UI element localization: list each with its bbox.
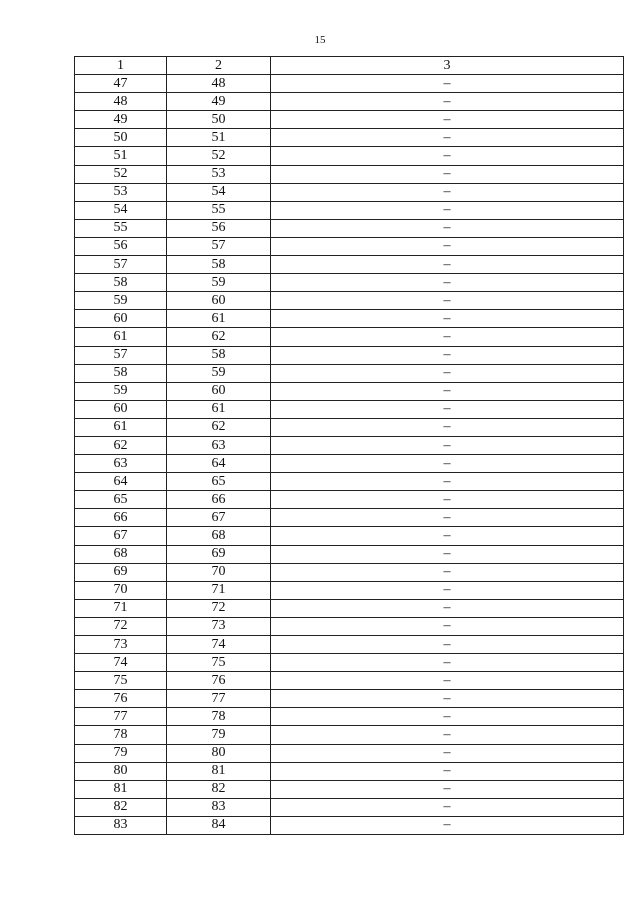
- table-row: [75, 636, 624, 654]
- table-cell-col-1: 82: [75, 798, 167, 816]
- table-cell-col-1: 66: [75, 509, 167, 527]
- table-cell-col-1: 83: [75, 816, 167, 834]
- column-header-2: 2: [167, 57, 271, 75]
- table-cell-col-3: –: [271, 147, 624, 165]
- table-cell-col-1: 80: [75, 762, 167, 780]
- table-cell-col-1: 63: [75, 455, 167, 473]
- table-cell-col-1: 47: [75, 75, 167, 93]
- table-row: [75, 436, 624, 454]
- table-cell-col-2: 65: [167, 473, 271, 491]
- table-row: [75, 455, 624, 473]
- table-cell-col-3: –: [271, 256, 624, 274]
- table-cell-col-1: 67: [75, 527, 167, 545]
- table-cell-col-2: 81: [167, 762, 271, 780]
- table-cell-col-2: 62: [167, 418, 271, 436]
- table-row: [75, 183, 624, 201]
- table-cell-col-2: 57: [167, 237, 271, 255]
- table-row: [75, 111, 624, 129]
- table-cell-col-1: 61: [75, 418, 167, 436]
- table-row: [75, 527, 624, 545]
- table-row: [75, 473, 624, 491]
- table-cell-col-1: 57: [75, 256, 167, 274]
- table-row: [75, 617, 624, 635]
- table-row: [75, 690, 624, 708]
- table-cell-col-1: 50: [75, 129, 167, 147]
- table-cell-col-2: 63: [167, 436, 271, 454]
- table-cell-col-2: 82: [167, 780, 271, 798]
- table-cell-col-1: 58: [75, 364, 167, 382]
- table-cell-col-2: 60: [167, 382, 271, 400]
- table-cell-col-3: –: [271, 690, 624, 708]
- table-cell-col-2: 72: [167, 599, 271, 617]
- table-row: [75, 292, 624, 310]
- table-cell-col-1: 61: [75, 328, 167, 346]
- table-cell-col-1: 76: [75, 690, 167, 708]
- table-cell-col-3: –: [271, 201, 624, 219]
- table-cell-col-3: –: [271, 183, 624, 201]
- table-cell-col-2: 58: [167, 346, 271, 364]
- table-cell-col-1: 74: [75, 654, 167, 672]
- table-row: [75, 256, 624, 274]
- table-cell-col-3: –: [271, 237, 624, 255]
- table-row: [75, 726, 624, 744]
- column-header-3: 3: [271, 57, 624, 75]
- table-cell-col-2: 48: [167, 75, 271, 93]
- table-cell-col-2: 76: [167, 672, 271, 690]
- table-cell-col-2: 54: [167, 183, 271, 201]
- table-cell-col-2: 51: [167, 129, 271, 147]
- table-cell-col-2: 68: [167, 527, 271, 545]
- table-cell-col-3: –: [271, 111, 624, 129]
- table-cell-col-3: –: [271, 129, 624, 147]
- table-cell-col-3: –: [271, 563, 624, 581]
- table-cell-col-3: –: [271, 274, 624, 292]
- table-cell-col-1: 81: [75, 780, 167, 798]
- table-cell-col-2: 56: [167, 219, 271, 237]
- table-cell-col-3: –: [271, 780, 624, 798]
- table-cell-col-3: –: [271, 654, 624, 672]
- table-cell-col-3: –: [271, 509, 624, 527]
- table-cell-col-1: 58: [75, 274, 167, 292]
- table-cell-col-1: 69: [75, 563, 167, 581]
- table-row: [75, 672, 624, 690]
- table-cell-col-2: 50: [167, 111, 271, 129]
- table-cell-col-1: 77: [75, 708, 167, 726]
- table-cell-col-1: 53: [75, 183, 167, 201]
- table-cell-col-1: 51: [75, 147, 167, 165]
- table-row: [75, 201, 624, 219]
- table-row: [75, 93, 624, 111]
- table-row: [75, 219, 624, 237]
- table-cell-col-2: 77: [167, 690, 271, 708]
- table-cell-col-1: 65: [75, 491, 167, 509]
- table-cell-col-3: –: [271, 93, 624, 111]
- table-cell-col-3: –: [271, 545, 624, 563]
- table-cell-col-1: 48: [75, 93, 167, 111]
- table-cell-col-2: 74: [167, 636, 271, 654]
- table-cell-col-2: 78: [167, 708, 271, 726]
- table-cell-col-2: 79: [167, 726, 271, 744]
- table-cell-col-1: 75: [75, 672, 167, 690]
- table-cell-col-1: 55: [75, 219, 167, 237]
- table-row: [75, 708, 624, 726]
- table-body: [75, 75, 624, 835]
- table-cell-col-3: –: [271, 292, 624, 310]
- table-cell-col-3: –: [271, 400, 624, 418]
- table-cell-col-1: 60: [75, 400, 167, 418]
- table-cell-col-2: 73: [167, 617, 271, 635]
- table-cell-col-1: 52: [75, 165, 167, 183]
- table-cell-col-1: 78: [75, 726, 167, 744]
- table-cell-col-1: 60: [75, 310, 167, 328]
- table-cell-col-3: –: [271, 798, 624, 816]
- table-cell-col-1: 73: [75, 636, 167, 654]
- table-row: [75, 237, 624, 255]
- table-cell-col-1: 49: [75, 111, 167, 129]
- table-row: [75, 346, 624, 364]
- table-cell-col-3: –: [271, 346, 624, 364]
- table-row: [75, 382, 624, 400]
- table-row: [75, 147, 624, 165]
- table-cell-col-3: –: [271, 708, 624, 726]
- table-row: [75, 563, 624, 581]
- table-cell-col-3: –: [271, 581, 624, 599]
- table-row: [75, 816, 624, 834]
- table-cell-col-1: 68: [75, 545, 167, 563]
- table-cell-col-3: –: [271, 165, 624, 183]
- column-header-1: 1: [75, 57, 167, 75]
- table-cell-col-2: 61: [167, 400, 271, 418]
- table-cell-col-3: –: [271, 310, 624, 328]
- table-cell-col-3: –: [271, 364, 624, 382]
- table-cell-col-2: 49: [167, 93, 271, 111]
- table-cell-col-2: 80: [167, 744, 271, 762]
- table-cell-col-3: –: [271, 636, 624, 654]
- table-cell-col-1: 79: [75, 744, 167, 762]
- table-cell-col-2: 60: [167, 292, 271, 310]
- table-cell-col-3: –: [271, 219, 624, 237]
- table-cell-col-2: 59: [167, 364, 271, 382]
- table-cell-col-3: –: [271, 672, 624, 690]
- table-cell-col-1: 59: [75, 292, 167, 310]
- data-table: [74, 56, 624, 835]
- table-cell-col-3: –: [271, 762, 624, 780]
- table-cell-col-2: 59: [167, 274, 271, 292]
- table-cell-col-1: 57: [75, 346, 167, 364]
- table-row: [75, 129, 624, 147]
- table-cell-col-3: –: [271, 455, 624, 473]
- table-row: [75, 780, 624, 798]
- table-cell-col-3: –: [271, 473, 624, 491]
- table-row: [75, 545, 624, 563]
- table-cell-col-2: 67: [167, 509, 271, 527]
- table-cell-col-3: –: [271, 726, 624, 744]
- table-cell-col-1: 54: [75, 201, 167, 219]
- table-cell-col-1: 56: [75, 237, 167, 255]
- page-number: 15: [314, 34, 326, 46]
- table-row: [75, 491, 624, 509]
- table-cell-col-1: 71: [75, 599, 167, 617]
- table-cell-col-3: –: [271, 744, 624, 762]
- table-row: [75, 418, 624, 436]
- table-cell-col-2: 55: [167, 201, 271, 219]
- table-cell-col-3: –: [271, 382, 624, 400]
- table-cell-col-3: –: [271, 418, 624, 436]
- table-cell-col-2: 53: [167, 165, 271, 183]
- table-row: [75, 328, 624, 346]
- table-cell-col-2: 64: [167, 455, 271, 473]
- table-cell-col-3: –: [271, 491, 624, 509]
- table-cell-col-2: 69: [167, 545, 271, 563]
- table-row: [75, 798, 624, 816]
- table-row: [75, 509, 624, 527]
- table-row: [75, 310, 624, 328]
- table-cell-col-2: 52: [167, 147, 271, 165]
- table-row: [75, 75, 624, 93]
- table-row: [75, 762, 624, 780]
- table-cell-col-2: 66: [167, 491, 271, 509]
- table-cell-col-2: 83: [167, 798, 271, 816]
- table-cell-col-2: 75: [167, 654, 271, 672]
- table-cell-col-1: 59: [75, 382, 167, 400]
- table-cell-col-3: –: [271, 75, 624, 93]
- table-row: [75, 581, 624, 599]
- table-row: [75, 400, 624, 418]
- table-cell-col-2: 61: [167, 310, 271, 328]
- table-row: [75, 654, 624, 672]
- table-row: [75, 364, 624, 382]
- table-cell-col-1: 62: [75, 436, 167, 454]
- table-cell-col-1: 64: [75, 473, 167, 491]
- table-header-row: [75, 57, 624, 75]
- table-row: [75, 274, 624, 292]
- table-cell-col-3: –: [271, 617, 624, 635]
- table-cell-col-1: 70: [75, 581, 167, 599]
- table-cell-col-1: 72: [75, 617, 167, 635]
- table-cell-col-2: 84: [167, 816, 271, 834]
- table-row: [75, 599, 624, 617]
- table-cell-col-3: –: [271, 599, 624, 617]
- table-cell-col-3: –: [271, 328, 624, 346]
- table-row: [75, 165, 624, 183]
- table-cell-col-2: 71: [167, 581, 271, 599]
- table-cell-col-2: 58: [167, 256, 271, 274]
- table-cell-col-2: 62: [167, 328, 271, 346]
- table-row: [75, 744, 624, 762]
- table-cell-col-2: 70: [167, 563, 271, 581]
- table-cell-col-3: –: [271, 436, 624, 454]
- table-cell-col-3: –: [271, 527, 624, 545]
- table-cell-col-3: –: [271, 816, 624, 834]
